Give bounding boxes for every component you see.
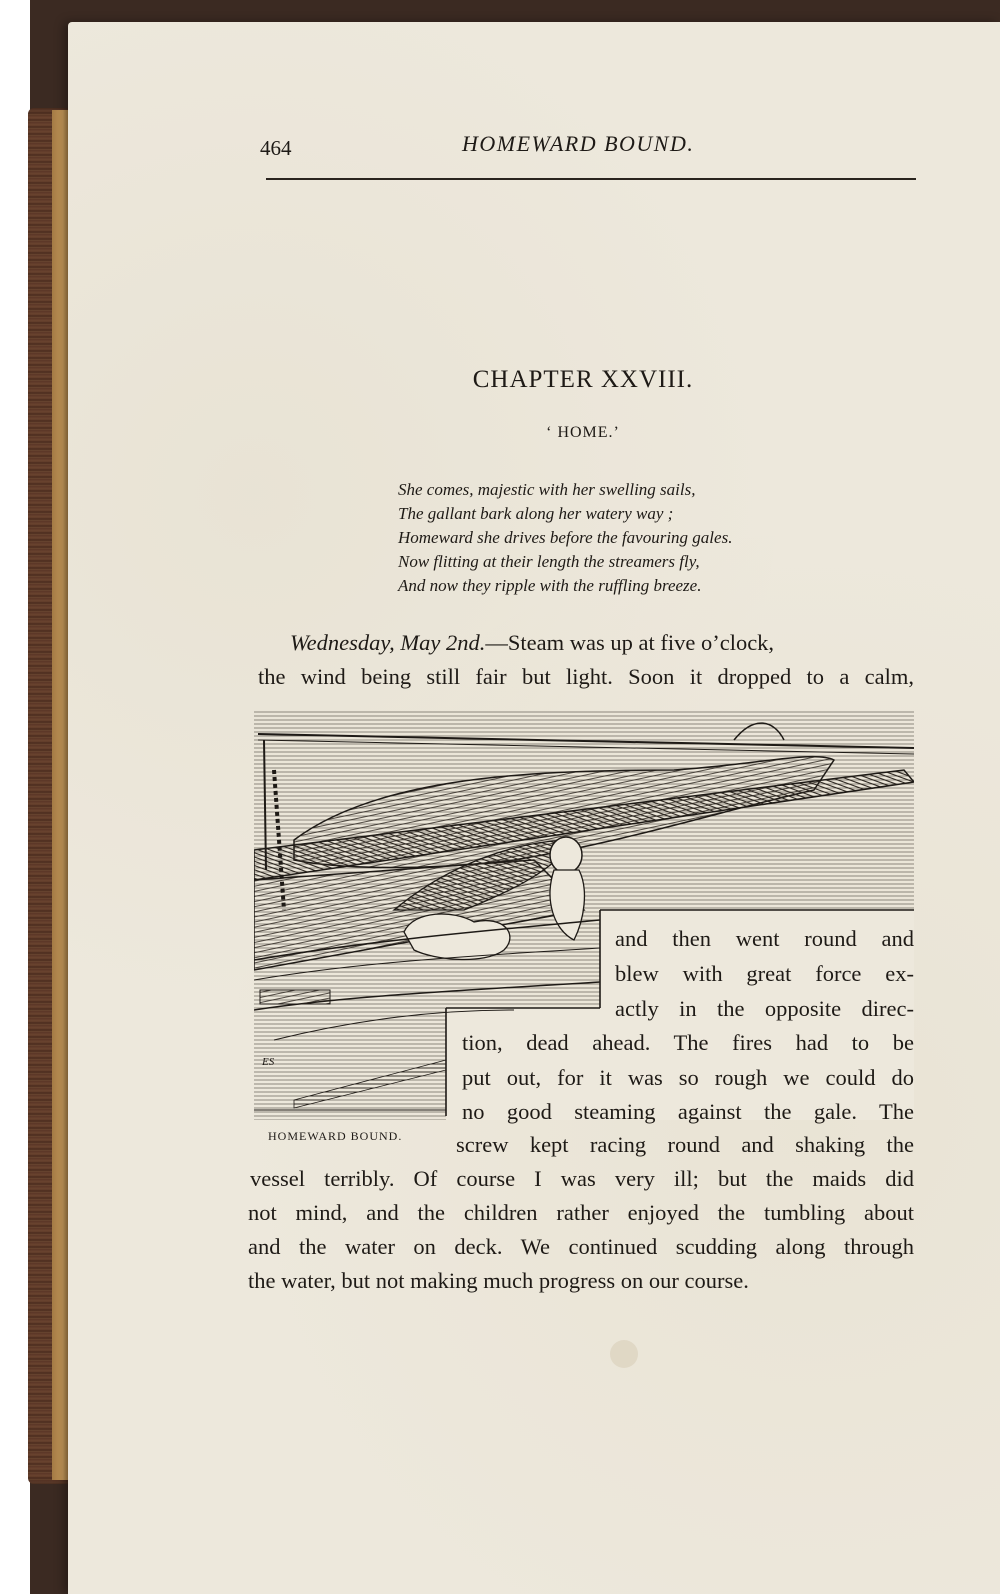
chapter-heading: CHAPTER XXVIII. bbox=[472, 366, 694, 393]
body-wrap-line: actly in the opposite direc- bbox=[615, 996, 914, 1021]
body-line: vessel terribly. Of course I was very ill; but the maids did bbox=[250, 1166, 914, 1191]
epigraph-line: And now they ripple with the ruffling breeze. bbox=[398, 576, 702, 595]
body-line: the water, but not making much progress on our course. bbox=[248, 1268, 749, 1293]
epigraph bbox=[398, 478, 732, 598]
body-line-2: the wind being still fair but light. Soon it dropped to a calm, bbox=[258, 664, 914, 689]
body-line: not mind, and the children rather enjoyed the tumbling about bbox=[248, 1200, 914, 1225]
epigraph-line: Now flitting at their length the streamers fly, bbox=[398, 552, 700, 571]
running-title: HOMEWARD BOUND. bbox=[462, 131, 695, 156]
chapter-subtitle: ‘ HOME.’ bbox=[546, 424, 620, 441]
body-wrap-line: tion, dead ahead. The fires had to be bbox=[462, 1030, 914, 1055]
epigraph-line: She comes, majestic with her swelling sails, bbox=[398, 480, 696, 499]
body-wrap-line: and then went round and bbox=[615, 926, 914, 951]
ship-bow-illustration bbox=[254, 710, 914, 1120]
epigraph-line: The gallant bark along her watery way ; bbox=[398, 504, 674, 523]
illustration-caption: HOMEWARD BOUND. bbox=[268, 1129, 403, 1143]
date-lead: Wednesday, May 2nd. bbox=[290, 630, 486, 655]
background bbox=[0, 0, 30, 1594]
page-number: 464 bbox=[260, 136, 292, 160]
body-line-1 bbox=[290, 630, 914, 656]
body-wrap-line: screw kept racing round and shaking the bbox=[456, 1132, 914, 1157]
body-wrap-line: put out, for it was so rough we could do bbox=[462, 1065, 914, 1090]
body-wrap-line: no good steaming against the gale. The bbox=[462, 1099, 914, 1124]
header-rule bbox=[266, 178, 916, 180]
epigraph-line: Homeward she drives before the favouring gales. bbox=[398, 528, 733, 547]
engraver-monogram: ES bbox=[262, 1056, 275, 1068]
paper-stain bbox=[610, 1340, 638, 1368]
body-text: —Steam was up at five o’clock, bbox=[485, 630, 775, 655]
body-wrap-line: blew with great force ex- bbox=[615, 961, 914, 986]
body-line: and the water on deck. We continued scudding along through bbox=[248, 1234, 914, 1259]
